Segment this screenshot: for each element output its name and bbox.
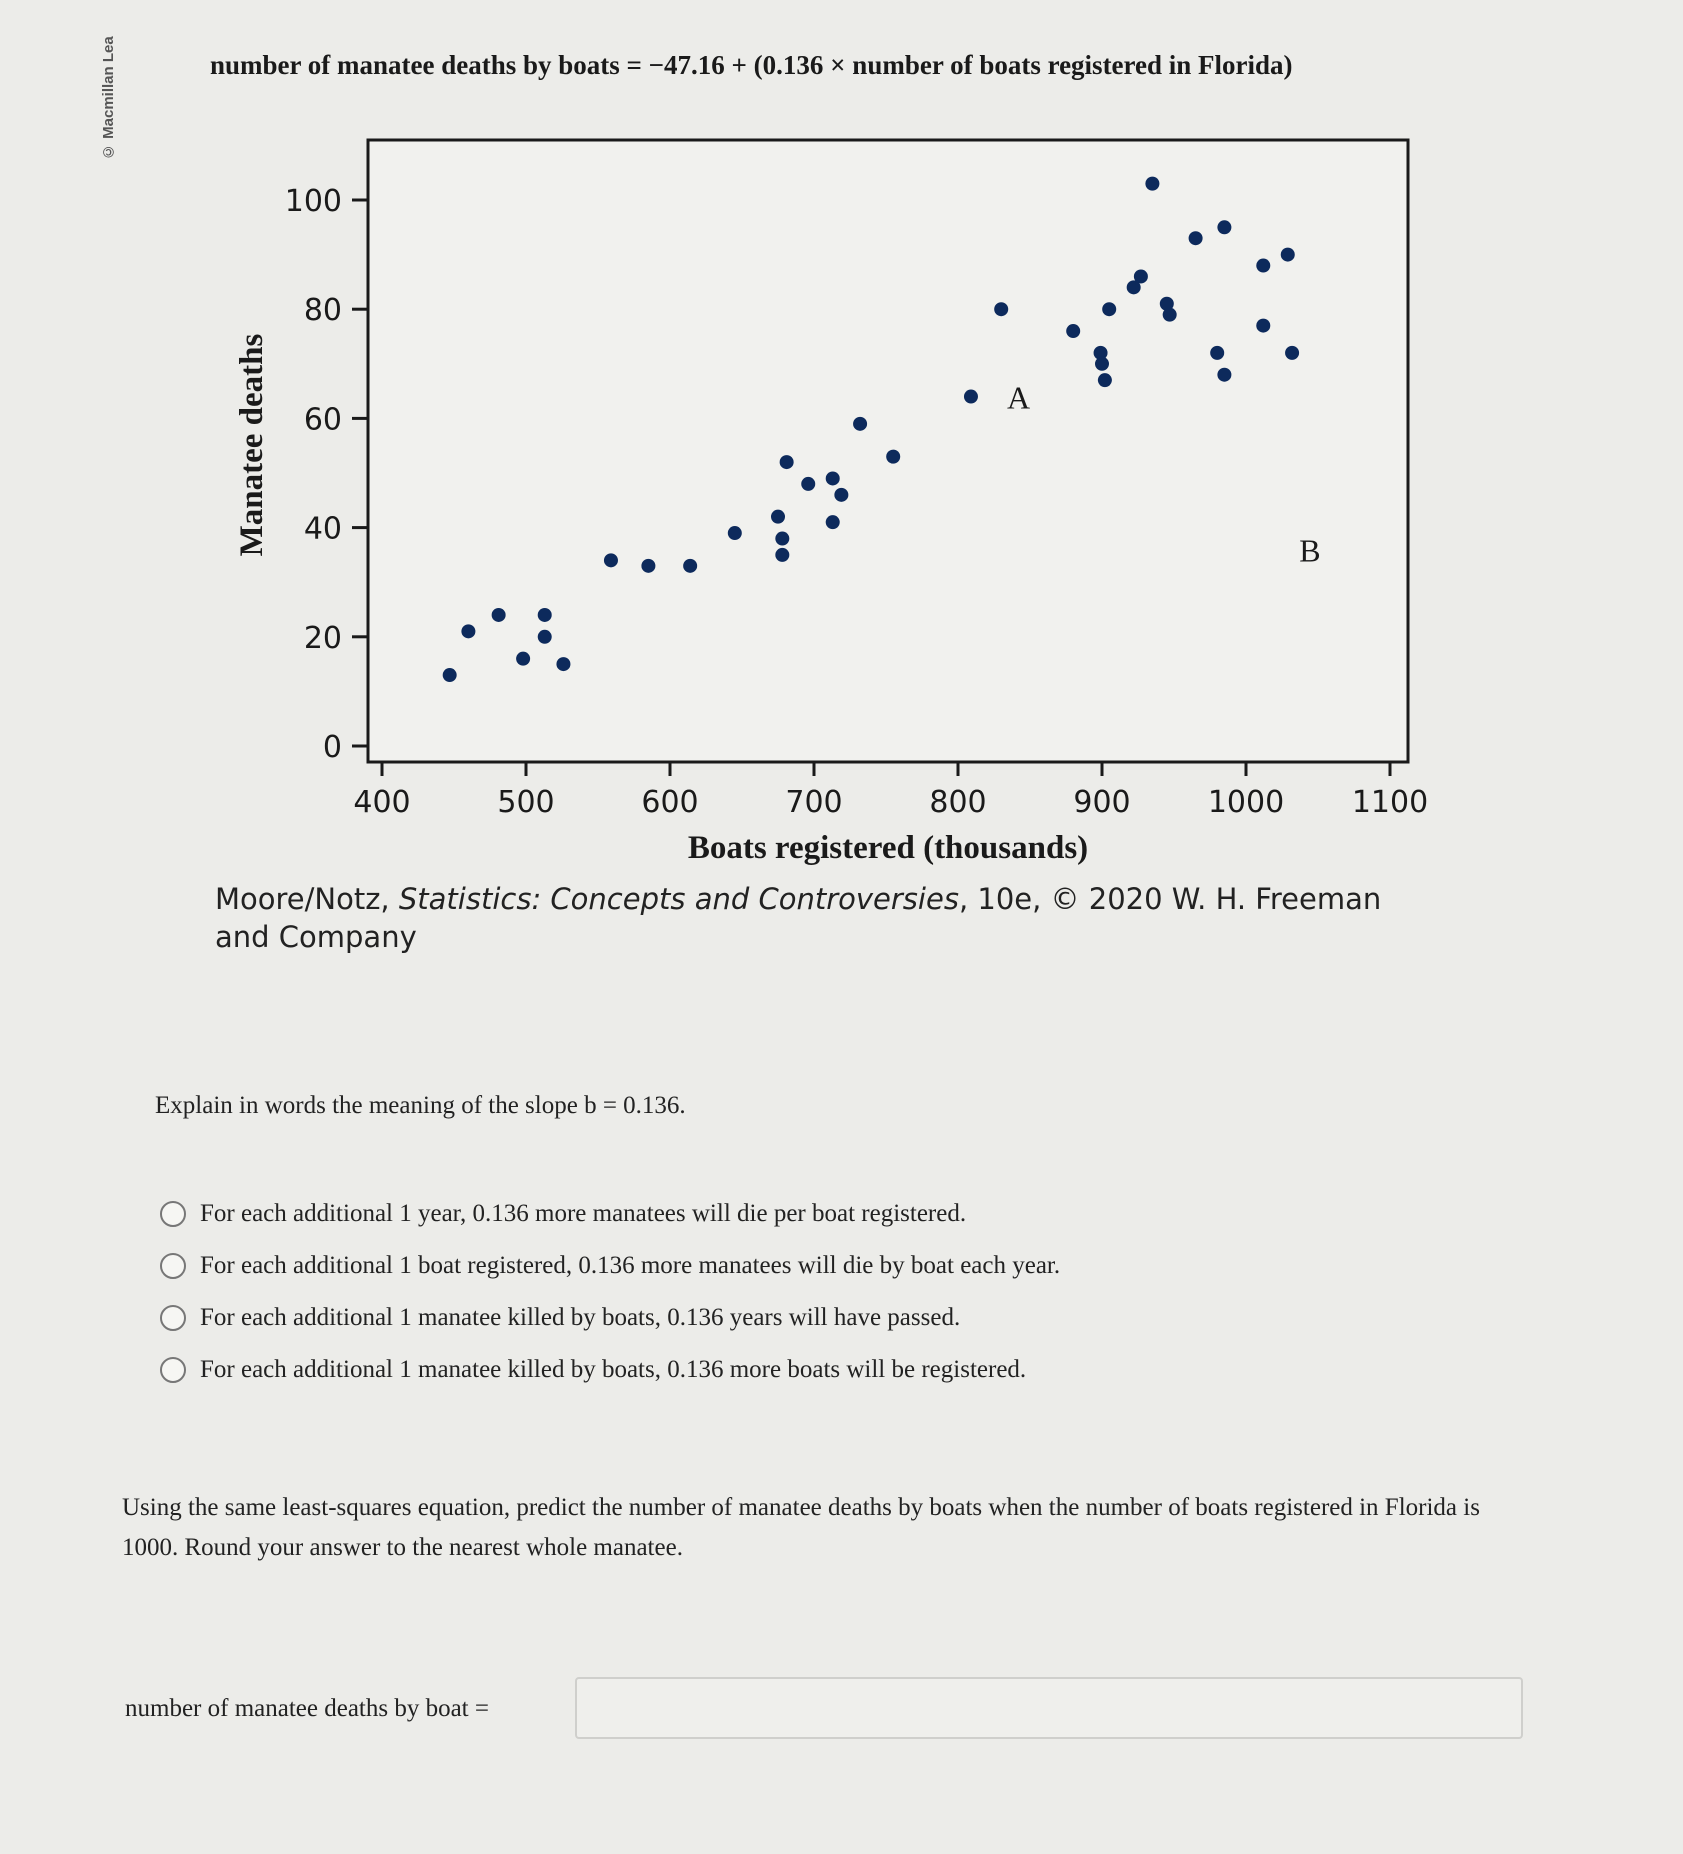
radio-circle-icon[interactable] — [160, 1201, 186, 1227]
data-point — [492, 608, 506, 622]
x-axis-label: Boats registered (thousands) — [687, 830, 1089, 866]
data-point — [826, 471, 840, 485]
x-tick-label: 800 — [929, 785, 987, 820]
data-point — [1163, 308, 1177, 322]
option-label: For each additional 1 boat registered, 0.136 more manatees will die by boat each year. — [200, 1252, 1061, 1279]
copyright-watermark: © Macmillan Lea — [100, 36, 117, 160]
x-tick-label: 500 — [497, 785, 555, 820]
data-point — [1281, 248, 1295, 262]
data-point — [1095, 357, 1109, 371]
data-point — [1066, 324, 1080, 338]
data-point — [1210, 346, 1224, 360]
x-tick-label: 900 — [1073, 785, 1131, 820]
data-point — [780, 455, 794, 469]
data-point — [1189, 231, 1203, 245]
data-point — [1102, 302, 1116, 316]
option-4[interactable] — [160, 1344, 1060, 1396]
credit-authors: Moore/Notz, — [215, 882, 399, 916]
data-point — [771, 510, 785, 524]
data-point — [1256, 319, 1270, 333]
data-point — [516, 652, 530, 666]
data-point — [683, 559, 697, 573]
data-point — [604, 553, 618, 567]
data-point — [443, 668, 457, 682]
data-point — [964, 390, 978, 404]
option-label: For each additional 1 manatee killed by boats, 0.136 more boats will be registered. — [200, 1356, 1027, 1383]
data-point — [1134, 269, 1148, 283]
slope-question: Explain in words the meaning of the slope b = 0.136. — [155, 1092, 686, 1119]
data-point — [538, 630, 552, 644]
data-point — [1217, 368, 1231, 382]
annotation-label: B — [1299, 532, 1321, 569]
regression-equation: number of manatee deaths by boats = −47.16 + (0.136 × number of boats registered in Florida) — [210, 50, 1293, 80]
option-2[interactable] — [160, 1240, 1060, 1292]
data-point — [641, 559, 655, 573]
x-tick-label: 700 — [785, 785, 843, 820]
radio-circle-icon[interactable] — [160, 1305, 186, 1331]
credit-book-title: Statistics: Concepts and Controversies — [398, 882, 959, 916]
option-label: For each additional 1 year, 0.136 more manatees will die per boat registered. — [200, 1200, 967, 1227]
data-point — [1256, 259, 1270, 273]
y-axis-label: Manatee deaths — [234, 333, 270, 557]
x-tick-label: 600 — [641, 785, 699, 820]
source-credit — [215, 880, 1415, 956]
scatter-chart — [0, 0, 1683, 880]
data-point — [775, 548, 789, 562]
data-point — [556, 657, 570, 671]
option-label: For each additional 1 manatee killed by boats, 0.136 years will have passed. — [200, 1304, 961, 1331]
y-tick-label: 0 — [322, 730, 342, 765]
y-axis — [285, 184, 368, 765]
radio-circle-icon[interactable] — [160, 1357, 186, 1383]
data-point — [1217, 220, 1231, 234]
credit-publisher: , 10e, © 2020 W. H. Freeman and Company — [215, 882, 1382, 954]
y-tick-label: 40 — [303, 511, 342, 547]
data-point — [826, 515, 840, 529]
prediction-question: Using the same least-squares equation, predict the number of manatee deaths by boats when the number of boats registered in Florida is 1000. Round your answer to the nearest whole manatee. — [122, 1494, 1480, 1561]
data-point — [538, 608, 552, 622]
y-tick-label: 20 — [303, 620, 342, 656]
y-tick-label: 60 — [303, 402, 342, 438]
option-1[interactable] — [160, 1188, 1060, 1240]
data-point — [461, 624, 475, 638]
answer-label: number of manatee deaths by boat = — [125, 1695, 489, 1722]
plot-area — [368, 140, 1408, 762]
data-point — [775, 532, 789, 546]
data-point — [834, 488, 848, 502]
x-tick-label: 1000 — [1207, 785, 1285, 820]
y-tick-label: 80 — [303, 293, 342, 329]
data-point — [1098, 373, 1112, 387]
data-point — [1285, 346, 1299, 360]
data-point — [801, 477, 815, 491]
x-tick-label: 400 — [353, 785, 411, 820]
radio-circle-icon[interactable] — [160, 1253, 186, 1279]
data-point — [853, 417, 867, 431]
data-point — [1145, 177, 1159, 191]
y-tick-label: 100 — [284, 184, 342, 219]
x-tick-label: 1100 — [1351, 785, 1429, 820]
data-point — [886, 450, 900, 464]
data-point — [728, 526, 742, 540]
data-point — [994, 302, 1008, 316]
x-axis — [353, 762, 1428, 820]
option-3[interactable] — [160, 1292, 1060, 1344]
answer-input[interactable] — [575, 1677, 1523, 1739]
slope-options — [160, 1188, 1060, 1396]
annotation-label: A — [1006, 379, 1031, 416]
